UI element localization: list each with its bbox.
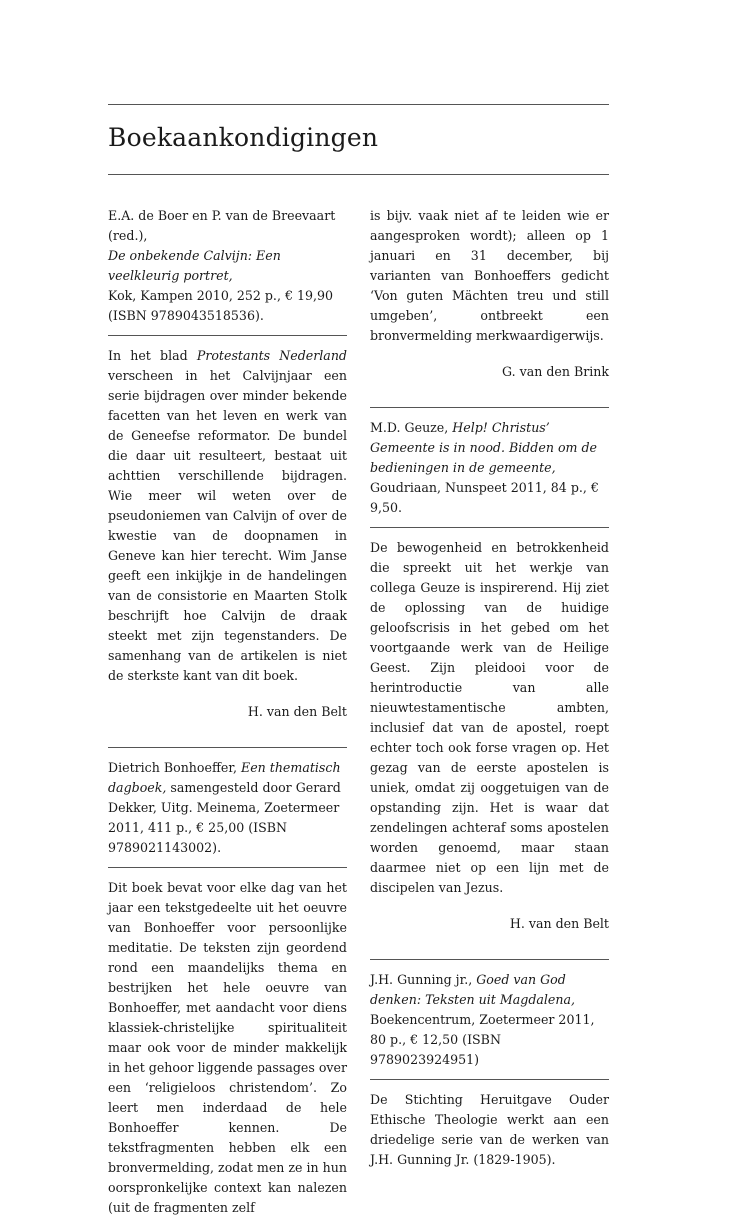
review-4 [370, 970, 609, 1170]
review-3-author: H. van den Belt [509, 916, 609, 931]
review-4-body: De Stichting Heruitgave Ouder Ethische Theologie werkt aan een driedelige serie van de werken van J.H. Gunning Jr. (1829-1905). [370, 1092, 609, 1167]
review-1-ref-line3: Kok, Kampen 2010, 252 p., € 19,90 [108, 288, 334, 303]
top-rule [108, 104, 609, 105]
review-3-ref-rest: Goudriaan, Nunspeet 2011, 84 p., € 9,50. [370, 480, 599, 515]
review-1-body-text: verscheen in het Calvijnjaar een serie bijdragen over minder bekende facetten van het leven en werk van de Geneefse reformator. De bundel die daar uit resulteert, bestaat uit achttien verschillende bijdragen. Wie meer wil weten over de pseudoniemen van Calvijn of over de kwestie van de doopnamen in Geneve kan hier terecht. Wim Janse geeft een inkijkje in de handelingen van de consistorie en Maarten Stolk beschrijft hoe Calvijn de draak steekt met zijn tegenstanders. De samenhang van de artikelen is niet de sterkste kant van dit boek. [108, 368, 347, 683]
review-3-separator [370, 527, 609, 528]
review-2-top-separator [108, 747, 347, 748]
review-1-body [108, 346, 347, 686]
review-1-ref-line4: (ISBN 9789043518536). [108, 308, 264, 323]
left-column [108, 206, 347, 1218]
review-3-ref-author: M.D. Geuze, [370, 420, 453, 435]
review-2-ref-rest: samengesteld door Gerard Dekker, Uitg. Meinema, Zoetermeer 2011, 411 p., € 25,00 (ISBN 9789021143002). [108, 780, 341, 855]
review-3-top-separator [370, 407, 609, 408]
review-1-ref-title: De onbekende Calvijn: Een veelkleurig portret, [108, 248, 281, 283]
review-4-ref-title: Goed van God denken: Teksten uit Magdalena, [370, 972, 576, 1007]
review-2-ref-author: Dietrich Bonhoeffer, [108, 760, 241, 775]
review-1-reference [108, 206, 347, 326]
review-1 [108, 206, 347, 722]
review-2-separator [108, 867, 347, 868]
review-2-body: Dit boek bevat voor elke dag van het jaar een tekstgedeelte uit het oeuvre van Bonhoeffer voor persoonlijke meditatie. De teksten zijn geordend rond een maandelijks thema en bestrijken het hele oeuvre van Bonhoeffer, met aandacht voor diens klassiek-christelijke spiritualiteit maar ook voor de minder makkelijk in het gehoor liggende passages over een ‘religieloos christendom’. Zo leert men inderdaad de hele Bonhoeffer kennen. De tekstfragmenten hebben elk een bronvermelding, zodat men ze in hun oorspronkelijke context kan nalezen (uit de fragmenten zelf [108, 880, 347, 1215]
right-column [370, 206, 609, 1170]
review-4-reference [370, 970, 609, 1070]
review-1-body-journal: Protestants Nederland [196, 348, 347, 363]
review-1-author: H. van den Belt [247, 704, 347, 719]
review-3-reference [370, 418, 609, 518]
review-2-ref-title: Een thematisch dagboek, [108, 760, 341, 795]
review-4-ref-author: J.H. Gunning jr., [370, 972, 477, 987]
review-1-separator [108, 335, 347, 336]
review-3-ref-title: Help! Christus’ Gemeente is in nood. Bidden om de bedieningen in de gemeente, [370, 420, 597, 475]
title-rule [108, 174, 609, 175]
review-2 [108, 758, 347, 1218]
review-1-body-intro: In het blad [108, 348, 197, 363]
review-4-ref-rest: Boekencentrum, Zoetermeer 2011, 80 p., € 12,50 (ISBN 9789023924951) [370, 1012, 595, 1067]
review-4-separator [370, 1079, 609, 1080]
review-1-ref-line1: E.A. de Boer en P. van de Breevaart (red.), [108, 208, 336, 243]
review-2-continued [370, 206, 609, 382]
review-3 [370, 418, 609, 934]
review-2-author: G. van den Brink [501, 364, 609, 379]
review-2-reference [108, 758, 347, 858]
page-title: Boekaankondigingen [108, 123, 379, 152]
review-2-body-continued: is bijv. vaak niet af te leiden wie er aangesproken wordt); alleen op 1 januari en 31 december, bij varianten van Bonhoeffers gedicht ‘Von guten Mächten treu und still umgeben’, ontbreekt een bronvermelding merkwaardigerwijs. [370, 208, 609, 343]
review-4-top-separator [370, 959, 609, 960]
review-3-body: De bewogenheid en betrokkenheid die spreekt uit het werkje van collega Geuze is inspirerend. Hij ziet de oplossing van de huidige geloofscrisis in het gebed om het voortgaande werk van de Heilige Geest. Zijn pleidooi voor de herintroductie van alle nieuwtestamentische ambten, inclusief dat van de apostel, roept echter toch ook forse vragen op. Het gezag van de eerste apostelen is uniek, omdat zij ooggetuigen van de opstanding zijn. Het is waar dat zendelingen achteraf soms apostelen worden genoemd, maar staan daarmee niet op een lijn met de discipelen van Jezus. [370, 540, 609, 895]
